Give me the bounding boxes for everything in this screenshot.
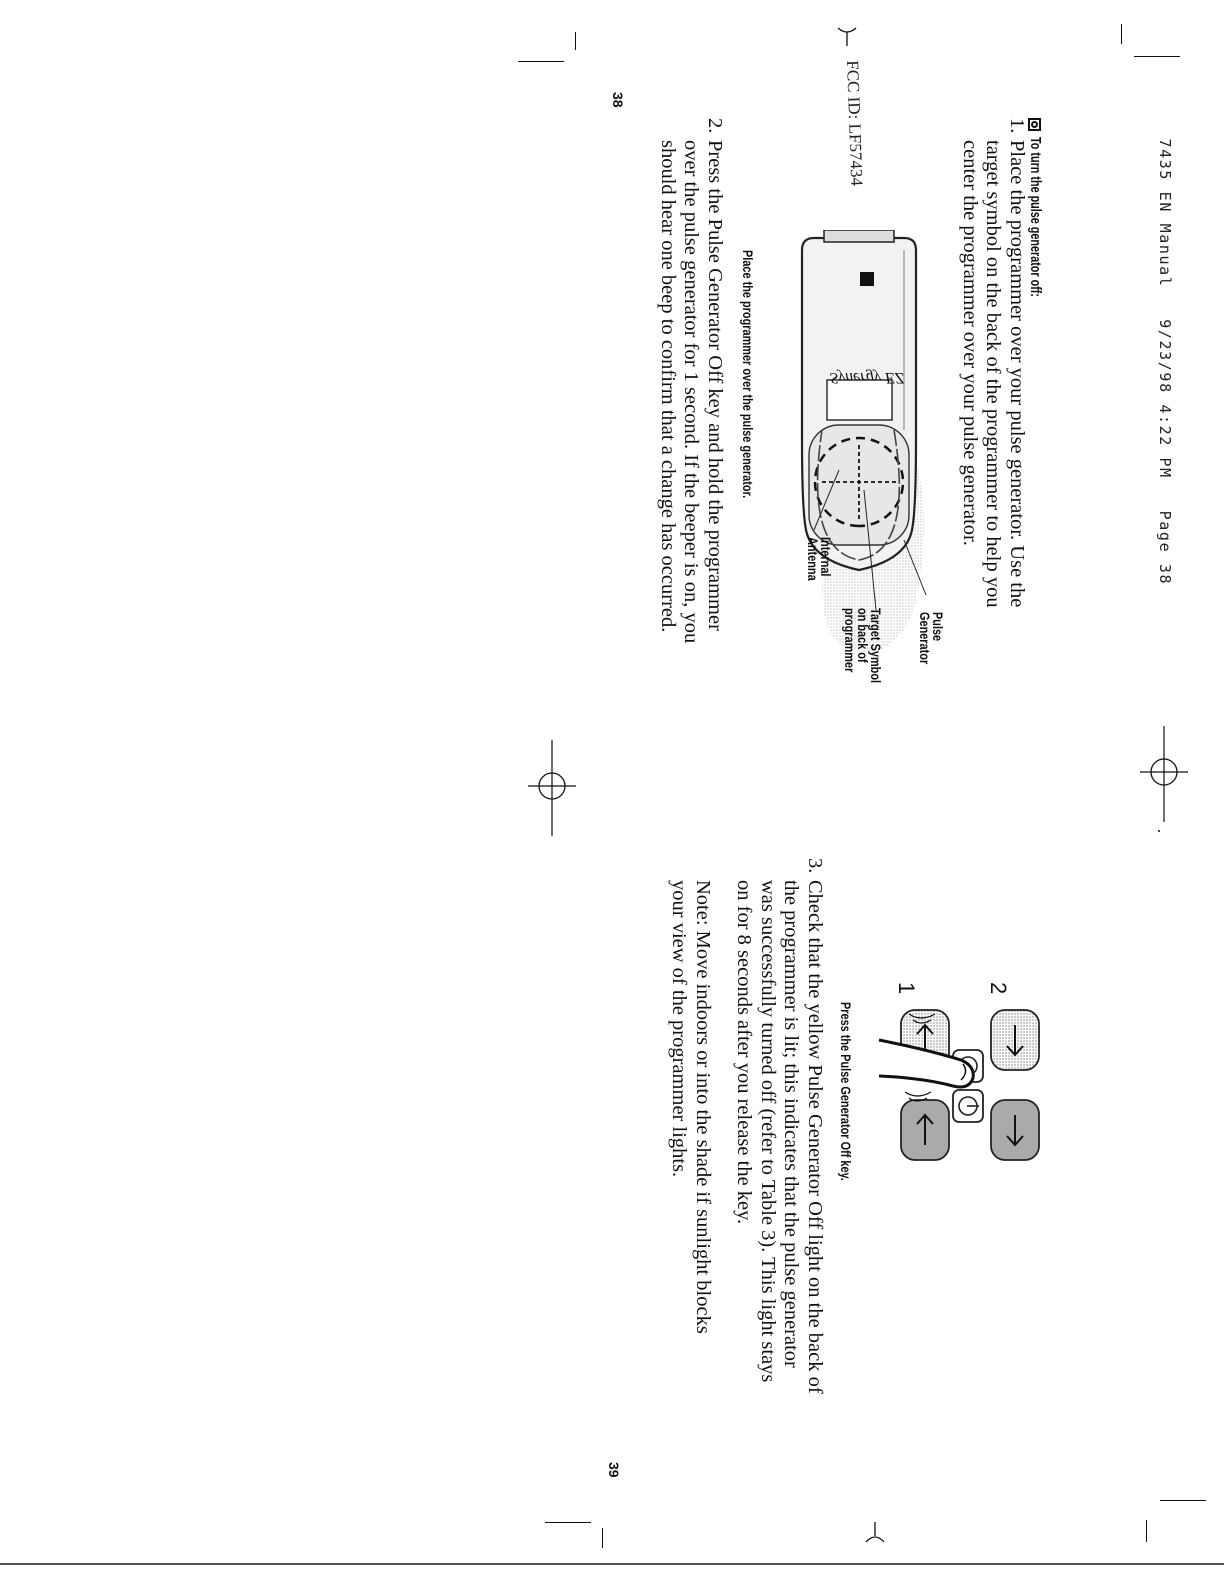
note-line: your view of the programmer lights. [668, 880, 691, 1178]
step-2 [646, 118, 726, 698]
device-brand-label: Synergy EZ [830, 369, 904, 386]
figure-2-caption: Press the Pulse Generator Off key. [838, 1002, 854, 1181]
callout-line: on back of [855, 608, 871, 663]
step-1-line: center the programmer over your pulse generator. [959, 140, 981, 546]
print-header [1138, 96, 1192, 585]
callout-line: Internal [818, 537, 834, 577]
figure-off-key [874, 980, 1049, 1180]
fcc-id: FCC ID: LF57434 [843, 60, 867, 187]
step-3-number: 3. [804, 858, 826, 874]
step-1-line: target symbol on the back of the programmer to help you [982, 140, 1005, 608]
step-3-line: Check that the yellow Pulse Generator Off light on the back of [804, 880, 826, 1394]
callout-line: Antenna [805, 537, 821, 581]
step-2-text [656, 140, 727, 643]
callout-line: Generator [917, 612, 933, 665]
callout-pulse-generator [918, 612, 944, 664]
step-2-line: Press the Pulse Generator Off key and hold the programmer [704, 140, 726, 631]
step-3-line: was successfully turned off (refer to Table 3). This light stays [757, 880, 779, 1383]
header-date: 9/23/98 [1156, 319, 1174, 394]
step-1-number: 1. [1006, 118, 1028, 134]
step-3 [726, 858, 826, 1498]
figure-1-caption: Place the programmer over the pulse generator. [740, 250, 756, 499]
header-doc: 7435 EN Manual [1156, 138, 1174, 288]
callout-internal-antenna [806, 537, 832, 581]
step-2-number: 2. [704, 118, 726, 134]
keypad-illustration-icon [874, 980, 1049, 1180]
note-line: Note: Move indoors or into the shade if sunlight blocks [692, 880, 714, 1334]
step-3-line: on for 8 seconds after you release the key. [733, 880, 756, 1225]
header-time: 4:22 PM [1156, 404, 1174, 479]
step-2-line: should hear one beep to confirm that a change has occurred. [657, 140, 679, 633]
section-heading-text: To turn the pulse generator off: [1027, 137, 1044, 297]
callout-line: Pulse [930, 612, 946, 642]
page-number-right: 39 [606, 1462, 622, 1478]
key-label-1: 1 [894, 982, 919, 995]
callout-target-symbol [843, 608, 882, 683]
step-2-line: over the pulse generator for 1 second. If the beeper is on, you [680, 140, 703, 644]
key-label-2: 2 [986, 982, 1011, 995]
step-1-text [958, 140, 1029, 608]
callout-line: Target Symbol [868, 608, 884, 684]
step-3-text [732, 880, 826, 1394]
note [667, 880, 714, 1480]
callout-line: programmer [842, 608, 858, 673]
step-1-line: Place the programmer over your pulse generator. Use the [1006, 140, 1028, 608]
page-number-left: 38 [610, 92, 626, 108]
header-page: Page 38 [1156, 510, 1174, 586]
section-heading [1027, 118, 1046, 359]
step-3-line: the programmer is lit; this indicates that the pulse generator [780, 880, 803, 1368]
step-1 [948, 118, 1028, 678]
section-symbol-icon [1028, 118, 1041, 131]
